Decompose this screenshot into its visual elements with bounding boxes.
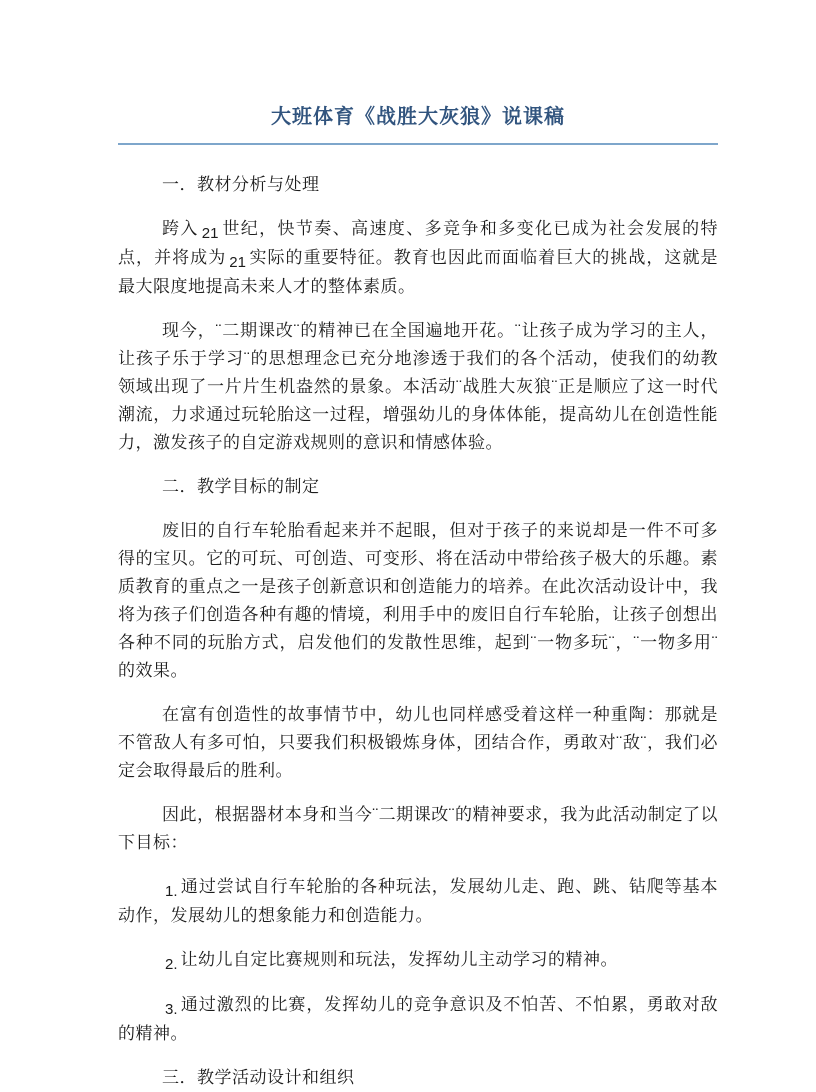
text-run: 通过尝试自行车轮胎的各种玩法，发展幼儿走、跑、跳、钻爬等基本动作，发展幼儿的想象能力和创造能力。 [118,877,718,925]
text-run: 一．教材分析与处理 [162,175,320,194]
text-run: 1. [165,883,178,900]
text-run: 21 [201,225,219,242]
text-run: 实际的重要特征。教育也因此而面临着巨大的挑战，这就是最大限度地提高未来人才的整体素质。 [118,248,719,296]
text-run: 三．教学活动设计和组织 [162,1068,355,1087]
document-title: 大班体育《战胜大灰狼》说课稿 [271,106,565,128]
section-heading-2 [118,473,718,501]
text-run: 让幼儿自定比赛规则和玩法，发挥幼儿主动学习的精神。 [180,950,619,969]
paragraph [118,517,718,685]
text-run: 3. [165,1001,178,1018]
text-run: 跨入 [162,219,199,238]
section-heading-1 [118,171,718,199]
text-run: 废旧的自行车轮胎看起来并不起眼，但对于孩子的来说却是一件不可多得的宝贝。它的可玩、可创造、可变形、将在活动中带给孩子极大的乐趣。素质教育的重点之一是孩子创新意识和创造能力的培养。在此次活动设计中，我将为孩子们创造各种有趣的情境，利用手中的废旧自行车轮胎，让孩子创想出各种不同的玩胎方式，启发他们的发散性思维，起到¨一物多玩¨，¨一物多用¨的效果。 [118,521,718,680]
list-item [118,991,718,1048]
text-run: 世纪，快节奏、高速度、多竞争和多变化已成为社会发展的特点，并将成为 [118,219,718,267]
text-run: 21 [229,254,246,271]
text-run: 现今，¨二期课改¨的精神已在全国遍地开花。¨让孩子成为学习的主人，让孩子乐于学习¨的思想理念已充分地渗透于我们的各个活动，使我们的幼教领域出现了一片片生机盎然的景象。本活动¨战胜大灰狼¨正是顺应了这一时代潮流，力求通过玩轮胎这一过程，增强幼儿的身体体能，提高幼儿在创造性能力，激发孩子的自定游戏规则的意识和情感体验。 [118,321,718,452]
paragraph [118,801,718,857]
paragraph [118,317,718,457]
list-item [118,946,718,975]
text-run: 2. [165,956,178,973]
text-run: 二．教学目标的制定 [162,477,320,496]
paragraph [118,215,718,301]
title-divider-line [118,143,718,145]
text-run: 通过激烈的比赛，发挥幼儿的竞争意识及不怕苦、不怕累，勇敢对敌的精神。 [118,995,718,1043]
list-item [118,873,718,930]
section-heading-3 [118,1064,718,1092]
paragraph [118,701,718,785]
text-run: 在富有创造性的故事情节中，幼儿也同样感受着这样一种重陶：那就是不管敌人有多可怕，只要我们积极锻炼身体，团结合作，勇敢对¨敌¨，我们必定会取得最后的胜利。 [118,705,718,780]
text-run: 因此，根据器材本身和当今¨二期课改¨的精神要求，我为此活动制定了以下目标： [118,805,718,852]
